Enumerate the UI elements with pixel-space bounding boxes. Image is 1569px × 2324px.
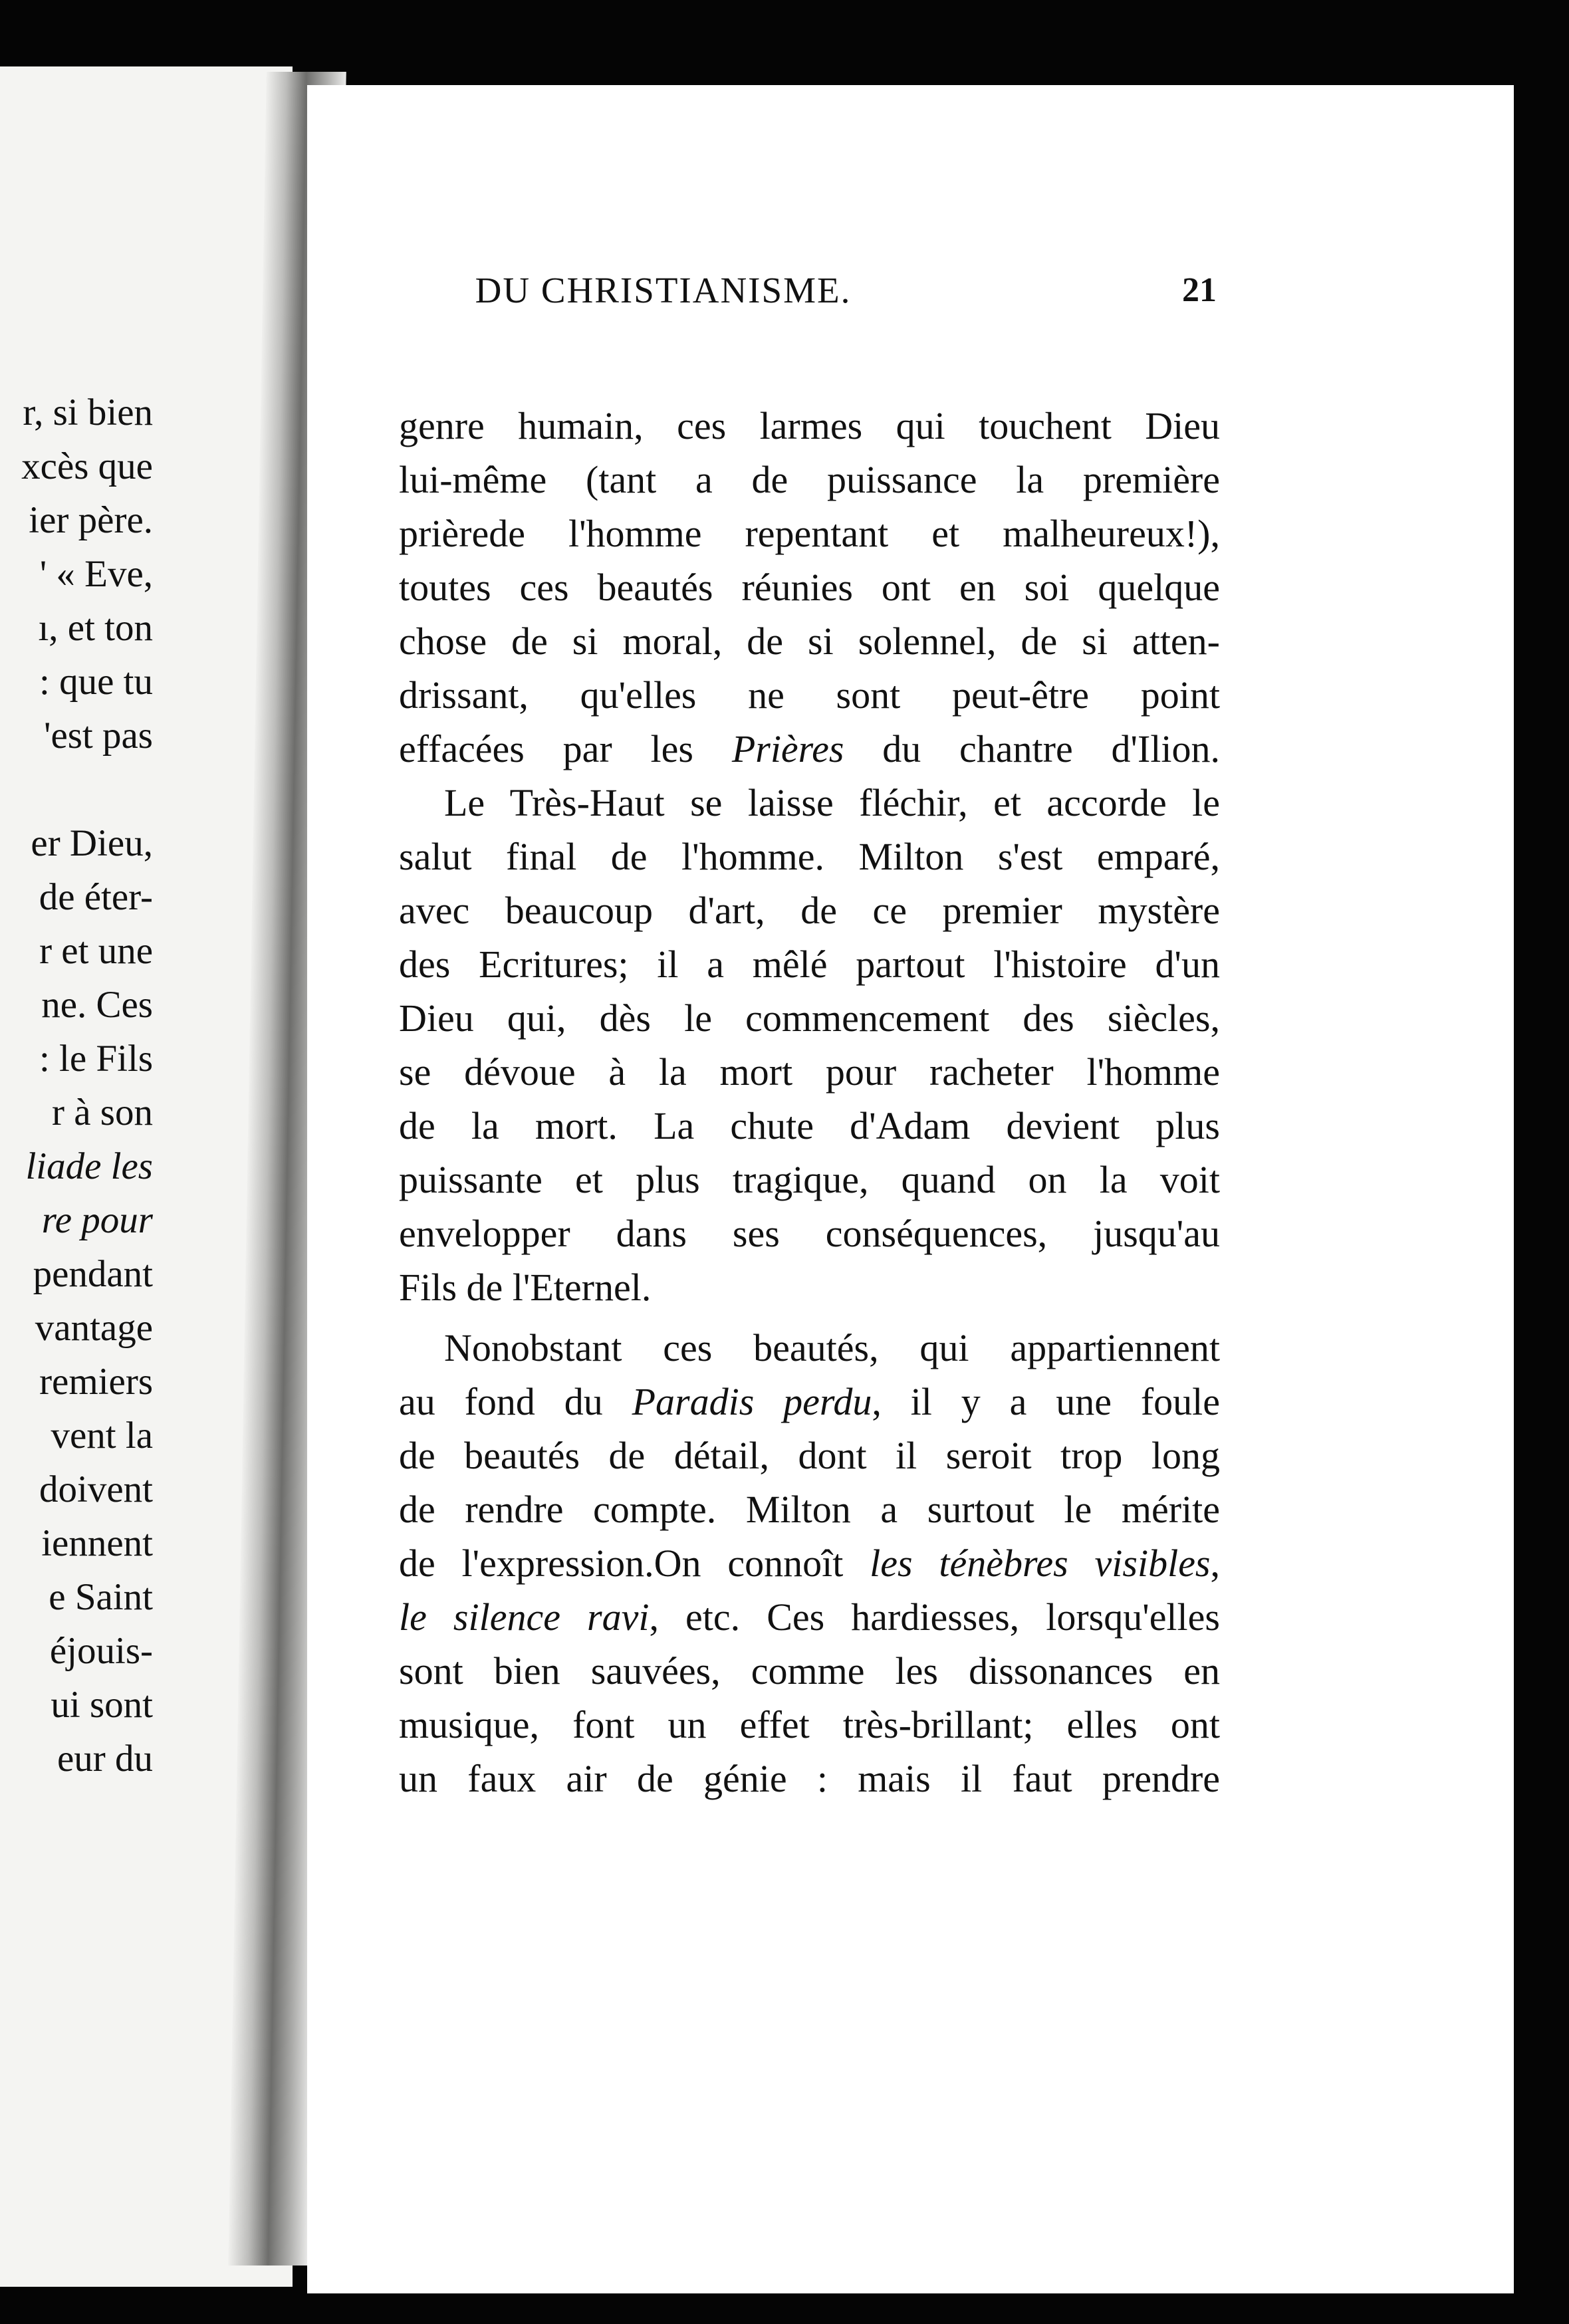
text-line: musique, font un effet très-brillant; elles ont [399,1703,1220,1746]
text-line: genre humain, ces larmes qui touchent Dieu [399,404,1220,447]
text-line: un faux air de génie : mais il faut prendre [399,1757,1220,1800]
left-page-line-fragment: ı, et ton [38,607,153,649]
text-line: drissant, qu'elles ne sont peut-être point [399,673,1220,717]
left-page-line-fragment: ' « Eve, [39,553,153,595]
text-line: des Ecritures; il a mêlé partout l'histoire d'un [399,943,1220,986]
text-line: sont bien sauvées, comme les dissonances en [399,1649,1220,1692]
page-header [299,261,1217,320]
left-page-line-fragment: e Saint [49,1576,153,1618]
text-line: Dieu qui, dès le commencement des siècles, [399,996,1220,1040]
page-number: 21 [1182,271,1217,309]
text-line: se dévoue à la mort pour racheter l'homme [399,1050,1220,1094]
text-line: de la mort. La chute d'Adam devient plus [399,1104,1220,1147]
left-page-line-fragment: vent la [51,1415,153,1456]
left-page-line-fragment: er Dieu, [31,822,153,864]
italic-title: Prières [731,727,844,770]
paragraph-start: Le Très-Haut se laisse fléchir, et accorde le [444,781,1220,824]
left-page-line-fragment: xcès que [21,445,153,487]
text-line: de rendre compte. Milton a surtout le mérite [399,1488,1220,1531]
text-line: effacées par les Prières du chantre d'Ilion. [399,727,1221,770]
left-page-line-fragment: iennent [41,1522,153,1564]
left-page-line-fragment: de éter- [39,876,153,918]
text-line: de l'expression.On connoît les ténèbres visibles, [399,1542,1221,1585]
italic-title: Paradis perdu [632,1380,872,1423]
text-line: envelopper dans ses conséquences, jusqu'au [399,1212,1220,1255]
text-line: lui-même (tant a de puissance la première [399,458,1220,501]
text-line: de beautés de détail, dont il seroit trop long [399,1434,1220,1477]
left-page-line-fragment: 'est pas [44,715,153,756]
paragraph-start: Nonobstant ces beautés, qui appartiennent [444,1326,1220,1369]
left-page-line-fragment: eur du [57,1738,153,1780]
italic-quote: le silence ravi [399,1595,650,1639]
left-page-line-fragment: r et une [39,930,153,972]
left-page-line-fragment: r à son [52,1092,153,1133]
left-page-line-fragment: : que tu [39,661,153,703]
text-line: toutes ces beautés réunies ont en soi quelque [399,566,1220,609]
left-page-line-fragment: ne. Ces [41,984,153,1026]
italic-quote: les ténèbres visibles [870,1542,1211,1585]
left-page-line-fragment: remiers [39,1361,153,1403]
text-line: salut final de l'homme. Milton s'est emparé, [399,835,1220,878]
text-line: avec beaucoup d'art, de ce premier mystère [399,889,1220,932]
left-page-line-fragment: ui sont [51,1684,153,1726]
left-page-line-fragment: r, si bien [23,392,153,433]
left-page-line-fragment: pendant [33,1253,153,1295]
left-page-line-fragment: vantage [35,1307,153,1349]
left-page-line-fragment: re pour [41,1199,153,1241]
text-line: Fils de l'Eternel. [399,1266,652,1309]
text-line: prièrede l'homme repentant et malheureux!), [399,512,1220,555]
text-line: chose de si moral, de si solennel, de si atten- [399,620,1220,663]
left-page-line-fragment: : le Fils [39,1038,153,1080]
left-page-line-fragment: doivent [39,1468,153,1510]
text-line: au fond du Paradis perdu, il y a une foule [399,1380,1220,1423]
running-title: DU CHRISTIANISME. [475,270,852,310]
text-line: puissante et plus tragique, quand on la voit [399,1158,1220,1201]
left-page-line-fragment: ier père. [29,499,153,541]
left-page-line-fragment: éjouis- [49,1630,153,1672]
left-page-line-fragment: liade les [25,1145,153,1187]
text-line: le silence ravi, etc. Ces hardiesses, lorsqu'elles [399,1595,1220,1639]
body-text [399,399,1220,1805]
